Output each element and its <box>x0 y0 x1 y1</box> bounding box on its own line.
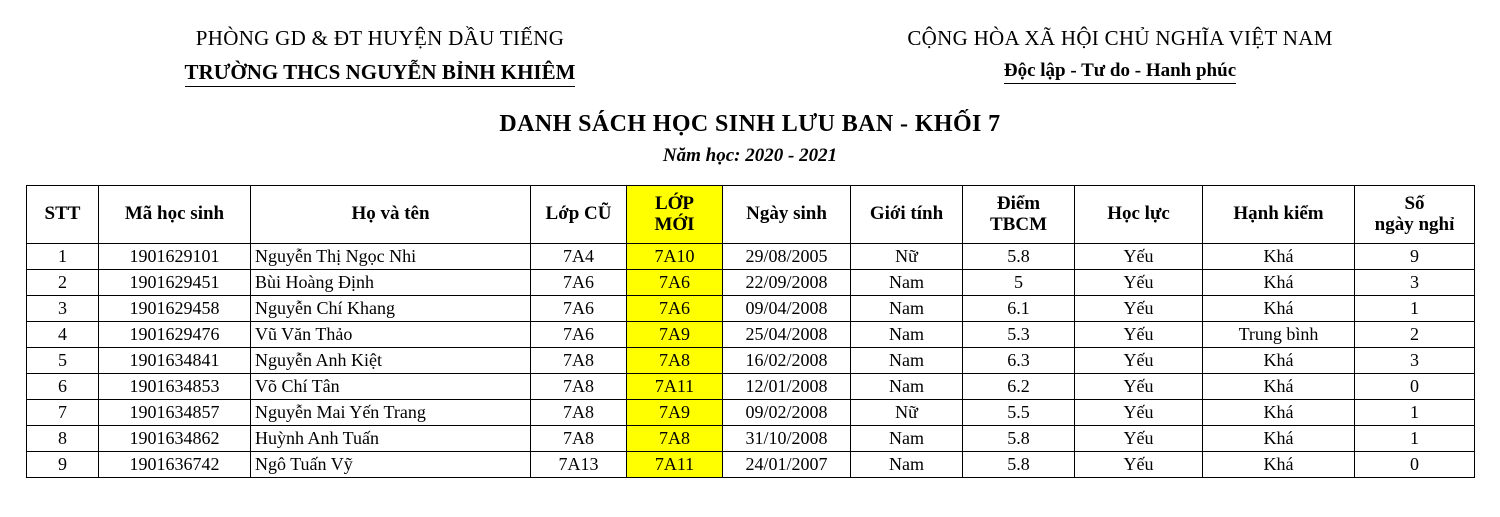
cell-average-score: 5.8 <box>963 452 1075 478</box>
cell-academic-rank: Yếu <box>1075 426 1203 452</box>
cell-absent-days: 3 <box>1355 270 1475 296</box>
cell-academic-rank: Yếu <box>1075 374 1203 400</box>
cell-gender: Nam <box>851 270 963 296</box>
cell-full-name: Bùi Hoàng Định <box>251 270 531 296</box>
cell-absent-days: 3 <box>1355 348 1475 374</box>
column-header-absent-days-line2: ngày nghỉ <box>1374 213 1455 235</box>
page-subtitle: Năm học: 2020 - 2021 <box>662 145 838 166</box>
column-header-absent-days <box>1355 186 1475 244</box>
column-header-conduct: Hạnh kiểm <box>1203 186 1355 244</box>
cell-academic-rank: Yếu <box>1075 322 1203 348</box>
cell-birthdate: 12/01/2008 <box>723 374 851 400</box>
cell-stt: 1 <box>27 244 99 270</box>
cell-student-code: 1901634862 <box>99 426 251 452</box>
cell-stt: 3 <box>27 296 99 322</box>
title-block <box>0 111 1500 167</box>
cell-conduct: Khá <box>1203 452 1355 478</box>
cell-birthdate: 16/02/2008 <box>723 348 851 374</box>
header-right-block <box>810 26 1430 87</box>
cell-old-class: 7A6 <box>531 296 627 322</box>
cell-student-code: 1901636742 <box>99 452 251 478</box>
cell-old-class: 7A8 <box>531 348 627 374</box>
cell-student-code: 1901629451 <box>99 270 251 296</box>
cell-stt: 7 <box>27 400 99 426</box>
cell-student-code: 1901629101 <box>99 244 251 270</box>
column-header-new-class-line1: LỚP <box>654 192 695 214</box>
cell-stt: 9 <box>27 452 99 478</box>
school-name: TRƯỜNG THCS NGUYỄN BỈNH KHIÊM <box>185 60 576 87</box>
cell-average-score: 5.3 <box>963 322 1075 348</box>
cell-new-class: 7A11 <box>627 374 723 400</box>
cell-absent-days: 0 <box>1355 374 1475 400</box>
cell-average-score: 5 <box>963 270 1075 296</box>
cell-conduct: Khá <box>1203 270 1355 296</box>
cell-old-class: 7A4 <box>531 244 627 270</box>
cell-academic-rank: Yếu <box>1075 270 1203 296</box>
cell-student-code: 1901634841 <box>99 348 251 374</box>
cell-old-class: 7A13 <box>531 452 627 478</box>
table-header-row <box>27 186 1475 244</box>
cell-birthdate: 24/01/2007 <box>723 452 851 478</box>
cell-new-class: 7A6 <box>627 296 723 322</box>
cell-absent-days: 9 <box>1355 244 1475 270</box>
student-table <box>26 185 1475 478</box>
table-body <box>27 244 1475 478</box>
cell-gender: Nữ <box>851 400 963 426</box>
cell-gender: Nam <box>851 322 963 348</box>
cell-birthdate: 29/08/2005 <box>723 244 851 270</box>
column-header-average-score <box>963 186 1075 244</box>
cell-full-name: Nguyễn Chí Khang <box>251 296 531 322</box>
cell-new-class: 7A11 <box>627 452 723 478</box>
column-header-old-class: Lớp CŨ <box>531 186 627 244</box>
column-header-student-code: Mã học sinh <box>99 186 251 244</box>
column-header-birthdate: Ngày sinh <box>723 186 851 244</box>
cell-academic-rank: Yếu <box>1075 400 1203 426</box>
cell-gender: Nam <box>851 452 963 478</box>
cell-absent-days: 0 <box>1355 452 1475 478</box>
student-table-wrapper <box>26 185 1474 478</box>
cell-absent-days: 2 <box>1355 322 1475 348</box>
cell-full-name: Vũ Văn Thảo <box>251 322 531 348</box>
cell-conduct: Khá <box>1203 400 1355 426</box>
cell-gender: Nam <box>851 296 963 322</box>
cell-birthdate: 31/10/2008 <box>723 426 851 452</box>
cell-birthdate: 25/04/2008 <box>723 322 851 348</box>
cell-average-score: 6.1 <box>963 296 1075 322</box>
cell-student-code: 1901629476 <box>99 322 251 348</box>
cell-average-score: 5.5 <box>963 400 1075 426</box>
cell-new-class: 7A9 <box>627 400 723 426</box>
table-row <box>27 348 1475 374</box>
national-motto: Độc lập - Tư do - Hanh phúc <box>1004 60 1236 84</box>
cell-average-score: 6.2 <box>963 374 1075 400</box>
column-header-full-name: Họ và tên <box>251 186 531 244</box>
cell-old-class: 7A8 <box>531 400 627 426</box>
cell-academic-rank: Yếu <box>1075 244 1203 270</box>
column-header-new-class-line2: MỚI <box>654 213 695 235</box>
cell-full-name: Huỳnh Anh Tuấn <box>251 426 531 452</box>
cell-old-class: 7A6 <box>531 322 627 348</box>
cell-full-name: Nguyễn Mai Yến Trang <box>251 400 531 426</box>
cell-gender: Nam <box>851 348 963 374</box>
national-title: CỘNG HÒA XÃ HỘI CHỦ NGHĨA VIỆT NAM <box>907 26 1333 50</box>
cell-new-class: 7A9 <box>627 322 723 348</box>
table-row <box>27 244 1475 270</box>
cell-stt: 8 <box>27 426 99 452</box>
cell-average-score: 5.8 <box>963 244 1075 270</box>
cell-conduct: Khá <box>1203 374 1355 400</box>
column-header-average-score-line1: Điểm <box>996 192 1041 214</box>
cell-stt: 2 <box>27 270 99 296</box>
column-header-academic-rank: Học lực <box>1075 186 1203 244</box>
cell-new-class: 7A10 <box>627 244 723 270</box>
cell-student-code: 1901634853 <box>99 374 251 400</box>
table-row <box>27 270 1475 296</box>
cell-old-class: 7A8 <box>531 374 627 400</box>
cell-full-name: Võ Chí Tân <box>251 374 531 400</box>
cell-birthdate: 09/02/2008 <box>723 400 851 426</box>
cell-birthdate: 09/04/2008 <box>723 296 851 322</box>
cell-full-name: Nguyễn Thị Ngọc Nhi <box>251 244 531 270</box>
table-row <box>27 452 1475 478</box>
table-row <box>27 322 1475 348</box>
cell-conduct: Khá <box>1203 244 1355 270</box>
cell-student-code: 1901634857 <box>99 400 251 426</box>
cell-average-score: 5.8 <box>963 426 1075 452</box>
cell-full-name: Nguyễn Anh Kiệt <box>251 348 531 374</box>
cell-average-score: 6.3 <box>963 348 1075 374</box>
cell-student-code: 1901629458 <box>99 296 251 322</box>
cell-full-name: Ngô Tuấn Vỹ <box>251 452 531 478</box>
document-header <box>0 0 1500 87</box>
cell-new-class: 7A6 <box>627 270 723 296</box>
cell-gender: Nam <box>851 426 963 452</box>
column-header-absent-days-line1: Số <box>1404 192 1425 214</box>
cell-academic-rank: Yếu <box>1075 296 1203 322</box>
cell-absent-days: 1 <box>1355 296 1475 322</box>
cell-absent-days: 1 <box>1355 400 1475 426</box>
page-title: DANH SÁCH HỌC SINH LƯU BAN - KHỐI 7 <box>499 111 1001 137</box>
cell-new-class: 7A8 <box>627 426 723 452</box>
column-header-average-score-line2: TBCM <box>990 213 1047 235</box>
cell-conduct: Khá <box>1203 426 1355 452</box>
cell-conduct: Trung bình <box>1203 322 1355 348</box>
table-row <box>27 296 1475 322</box>
table-row <box>27 426 1475 452</box>
cell-old-class: 7A8 <box>531 426 627 452</box>
cell-stt: 5 <box>27 348 99 374</box>
header-left-block <box>80 26 680 87</box>
column-header-gender: Giới tính <box>851 186 963 244</box>
column-header-new-class <box>627 186 723 244</box>
cell-conduct: Khá <box>1203 348 1355 374</box>
table-row <box>27 374 1475 400</box>
department-name: PHÒNG GD & ĐT HUYỆN DẦU TIẾNG <box>195 26 565 50</box>
table-row <box>27 400 1475 426</box>
cell-old-class: 7A6 <box>531 270 627 296</box>
cell-stt: 6 <box>27 374 99 400</box>
column-header-stt: STT <box>27 186 99 244</box>
cell-gender: Nữ <box>851 244 963 270</box>
cell-stt: 4 <box>27 322 99 348</box>
cell-birthdate: 22/09/2008 <box>723 270 851 296</box>
cell-absent-days: 1 <box>1355 426 1475 452</box>
cell-new-class: 7A8 <box>627 348 723 374</box>
cell-academic-rank: Yếu <box>1075 348 1203 374</box>
cell-conduct: Khá <box>1203 296 1355 322</box>
cell-gender: Nam <box>851 374 963 400</box>
cell-academic-rank: Yếu <box>1075 452 1203 478</box>
